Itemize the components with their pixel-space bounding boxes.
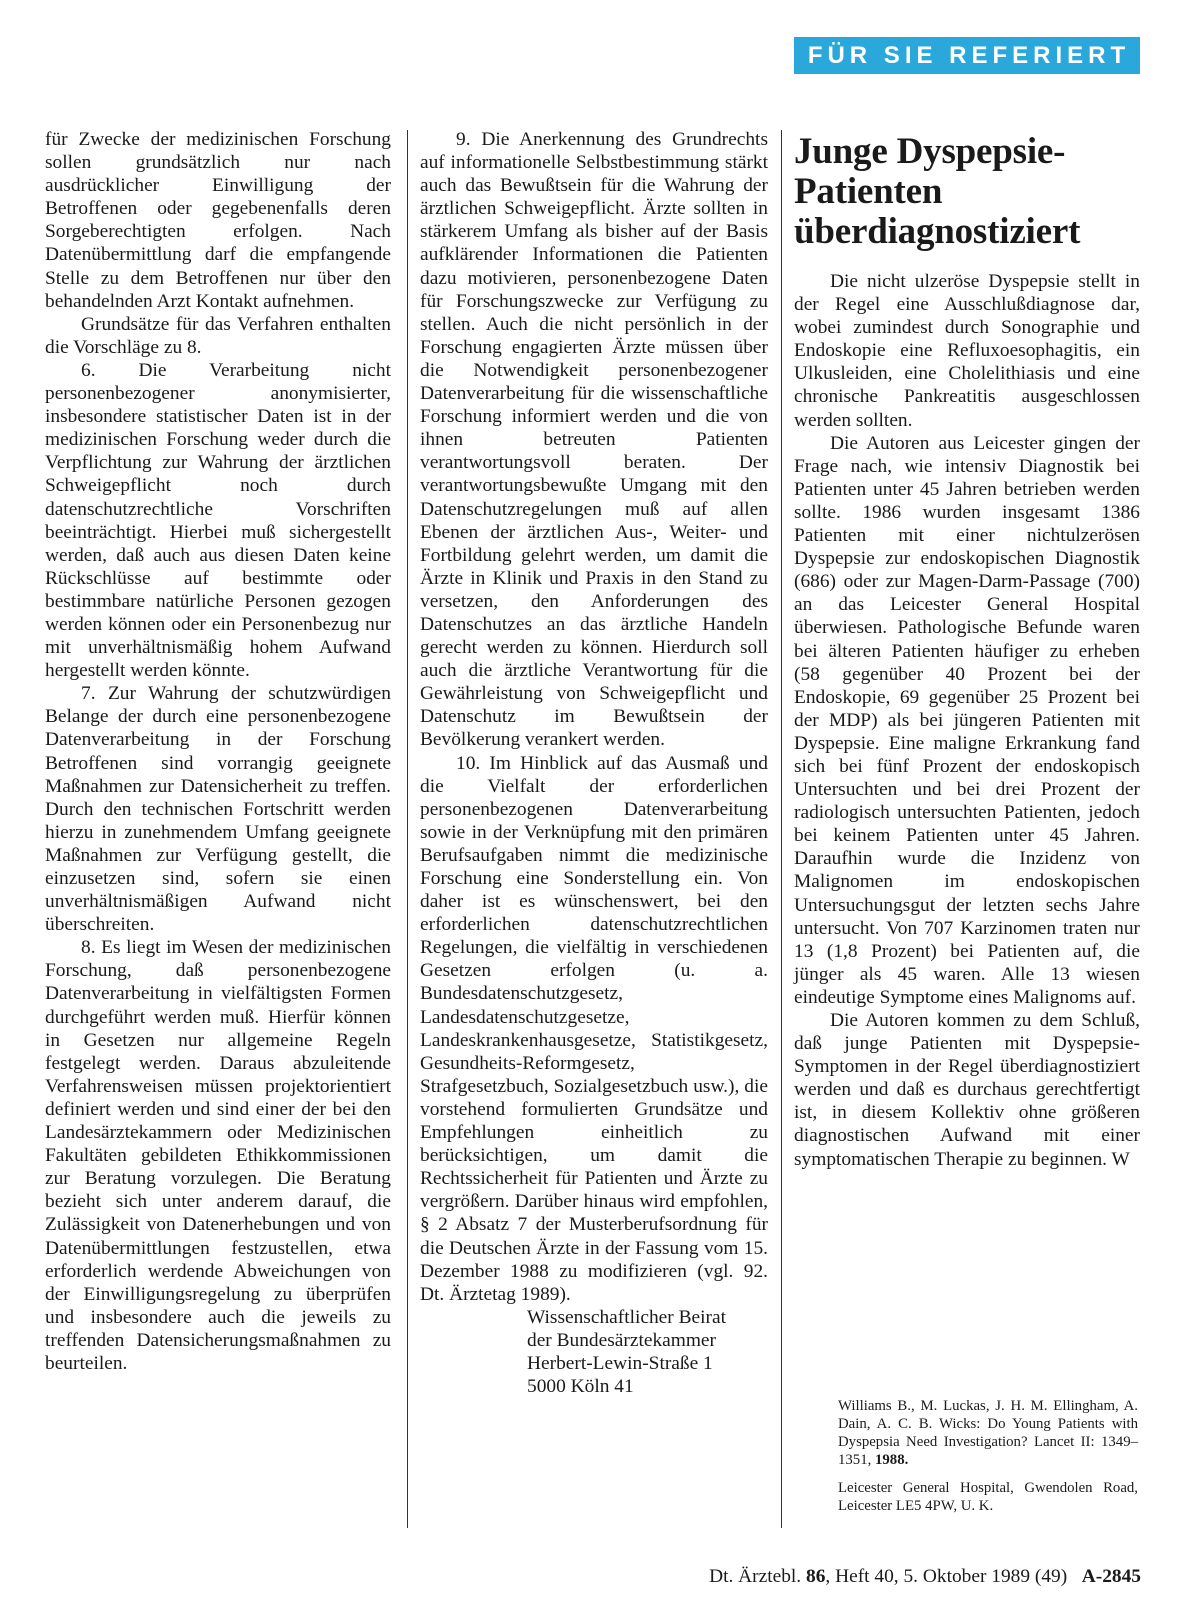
signature-line: 5000 Köln 41: [527, 1376, 634, 1398]
address: Leicester General Hospital, Gwendolen Road, Leicester LE5 4PW, U. K.: [838, 1480, 1138, 1514]
paragraph: 8. Es liegt im Wesen der medizinischen Forschung, daß personenbezogene Datenverarbeitung in vielfältigsten Formen durchgeführt werden muß. Hierfür können in Gesetzen nur allgemeine Regeln festgelegt werden. Daraus abzuleitende Verfahrensweisen müssen projektorientiert definiert werden und sind einer der bei den Landesärztekammern oder Medizinischen Fakultäten gebildeten Ethikkommissionen zur Beratung vorzulegen. Die Beratung bezieht sich unter anderem darauf, die Zulässigkeit von Datenerhebungen und von Datenübermittlungen festzustellen, etwa erforderlich werdende Abweichungen von der Einwilligungsregelung zu überprüfen und insbesondere auch die jeweils zu treffenden Datensicherungsmaßnahmen zu beurteilen.: [45, 937, 391, 1374]
citation-year: 1988.: [875, 1452, 909, 1468]
article-title: Junge Dyspepsie-Patienten überdiagnostiziert: [794, 131, 1081, 252]
paragraph: Die nicht ulzeröse Dyspepsie stellt in der Regel eine Ausschlußdiagnose dar, wobei zumindest durch Sonographie und Endoskopie eine Refluxoesophagitis, ein Ulkusleiden, eine Cholelithiasis und eine chronische Pankreatitis ausgeschlossen werden sollten.: [794, 271, 1140, 431]
paragraph: Die Autoren kommen zu dem Schluß, daß junge Patienten mit Dyspepsie-Symptomen in der Regel überdiagnostiziert werden und daß es durchaus gerechtfertigt ist, in diesem Kollektiv ohne größeren diagnostischen Aufwand mit einer symptomatischen Therapie zu beginnen. W: [794, 1010, 1140, 1170]
section-header: FÜR SIE REFERIERT: [794, 37, 1140, 74]
journal-name: Dt. Ärztebl.: [709, 1566, 802, 1587]
paragraph: 10. Im Hinblick auf das Ausmaß und die Vielfalt der erforderlichen personenbezogenen Datenverarbeitung sowie in der Verknüpfung mit den primären Berufsaufgaben nimmt die medizinische Forschung eine Sonderstellung ein. Von daher ist es wünschenswert, bei den erforderlichen datenschutzrechtlichen Regelungen, die vielfältig in verschiedenen Gesetzen erfolgen (u. a. Bundesdatenschutzgesetz, Landesdatenschutzgesetze, Landeskrankenhausgesetze, Statistikgesetz, Gesundheits-Reformgesetz, Strafgesetzbuch, Sozialgesetzbuch usw.), die vorstehend formulierten Grundsätze und Empfehlungen einheitlich zu berücksichtigen, um damit die Rechtssicherheit für Patienten und Ärzte zu vergrößern. Darüber hinaus wird empfohlen, § 2 Absatz 7 der Musterberufsordnung für die Deutschen Ärzte in der Fassung vom 15. Dezember 1988 zu modifizieren (vgl. 92. Dt. Ärztetag 1989).: [420, 752, 768, 1305]
signature-line: Wissenschaftlicher Beirat: [527, 1306, 726, 1328]
reference-block: [838, 1397, 1138, 1515]
signature-line: Herbert-Lewin-Straße 1: [527, 1352, 713, 1374]
citation: [838, 1397, 1138, 1469]
page-number: A-2845: [1081, 1566, 1141, 1587]
column-right: [794, 132, 1140, 1171]
column-divider: [781, 130, 782, 1528]
paragraph: 6. Die Verarbeitung nicht personenbezogener anonymisierter, insbesondere statistischer Daten ist in der medizinischen Forschung weder durch die Verpflichtung zur Wahrung der ärztlichen Schweigepflicht noch durch datenschutzrechtliche Vorschriften beeinträchtigt. Hierbei muß sichergestellt werden, daß auch aus diesen Daten keine Rückschlüsse auf bestimmte oder bestimmbare natürliche Personen gezogen werden können oder ein Personenbezug nur mit unverhältnismäßig hohem Aufwand hergestellt werden könnte.: [45, 359, 391, 682]
column-left: [45, 128, 391, 1375]
page-footer: [636, 1566, 1141, 1588]
paragraph: Grundsätze für das Verfahren enthalten die Vorschläge zu 8.: [45, 313, 391, 358]
issue-info: , Heft 40, 5. Oktober 1989 (49): [825, 1566, 1068, 1587]
column-divider: [407, 130, 408, 1528]
paragraph: 7. Zur Wahrung der schutzwürdigen Belange der durch eine personenbezogene Datenverarbeitung in der Forschung Betroffenen sind vorrangig geeignete Maßnahmen zur Datensicherheit zu treffen. Durch den technischen Fortschritt werden hierzu in zunehmendem Umfang geeignete Maßnahmen zur Verfügung gestellt, die einzusetzen sind, sofern sie einen unverhältnismäßigen Aufwand nicht überschreiten.: [45, 683, 391, 936]
signature-line: der Bundesärztekammer: [527, 1329, 716, 1351]
paragraph: 9. Die Anerkennung des Grundrechts auf informationelle Selbstbestimmung stärkt auch das Bewußtsein für die Wahrung der ärztlichen Schweigepflicht. Ärzte sollten in stärkerem Umfang als bisher auf der Basis aufklärender Informationen die Patienten dazu motivieren, personenbezogene Daten für Forschungszwecke zur Verfügung zu stellen. Auch die nicht persönlich in der Forschung engagierten Ärzte müssen über die Notwendigkeit personenbezogener Datenverarbeitung für die wissenschaftliche Forschung informiert werden und die von ihnen betreuten Patienten verantwortungsvoll beraten. Der verantwortungsbewußte Umgang mit den Datenschutzregelungen muß auf allen Ebenen der ärztlichen Aus-, Weiter- und Fortbildung gelehrt werden, um damit die Ärzte in Klinik und Praxis in den Stand zu versetzen, den Anforderungen des Datenschutzes an das ärztliche Handeln gerecht werden zu können. Hierdurch soll auch die ärztliche Verantwortung für die Gewährleistung von Schweigepflicht und Datenschutz im Bewußtsein der Bevölkerung verankert werden.: [420, 129, 768, 751]
column-middle: [420, 128, 768, 1398]
signature-block: [420, 1306, 768, 1398]
journal-volume: 86: [806, 1566, 826, 1587]
paragraph: für Zwecke der medizinischen Forschung sollen grundsätzlich nur nach ausdrücklicher Einwilligung der Betroffenen oder gegebenenfalls deren Sorgeberechtigten erfolgen. Nach Datenübermittlung darf die empfangende Stelle zu dem Betroffenen nur über den behandelnden Arzt Kontakt aufnehmen.: [45, 129, 391, 312]
paragraph: Die Autoren aus Leicester gingen der Frage nach, wie intensiv Diagnostik bei Patienten unter 45 Jahren betrieben werden sollte. 1986 wurden insgesamt 1386 Patienten mit einer nichtulzerösen Dyspepsie zur endoskopischen Diagnostik (686) oder zur Magen-Darm-Passage (700) an das Leicester General Hospital überwiesen. Pathologische Befunde waren bei älteren Patienten häufiger zu erheben (58 gegenüber 40 Prozent bei der Endoskopie, 69 gegenüber 25 Prozent bei der MDP) als bei jüngeren Patienten mit Dyspepsie. Eine maligne Erkrankung fand sich bei fünf Prozent der endoskopisch Untersuchten und bei drei Prozent der radiologisch untersuchten Patienten, jedoch bei keinem Patienten unter 45 Jahren. Daraufhin wurde die Inzidenz von Malignomen im endoskopischen Untersuchungsgut der letzten sechs Jahre untersucht. Von 707 Karzinomen traten nur 13 (1,8 Prozent) bei Patienten auf, die jünger als 45 waren. Alle 13 wiesen eindeutige Symptome eines Malignoms auf.: [794, 432, 1140, 1008]
citation-text: Williams B., M. Luckas, J. H. M. Ellingham, A. Dain, A. C. B. Wicks: Do Young Patients with Dyspepsia Need Investigation? Lancet II: 1349–1351,: [838, 1398, 1138, 1468]
